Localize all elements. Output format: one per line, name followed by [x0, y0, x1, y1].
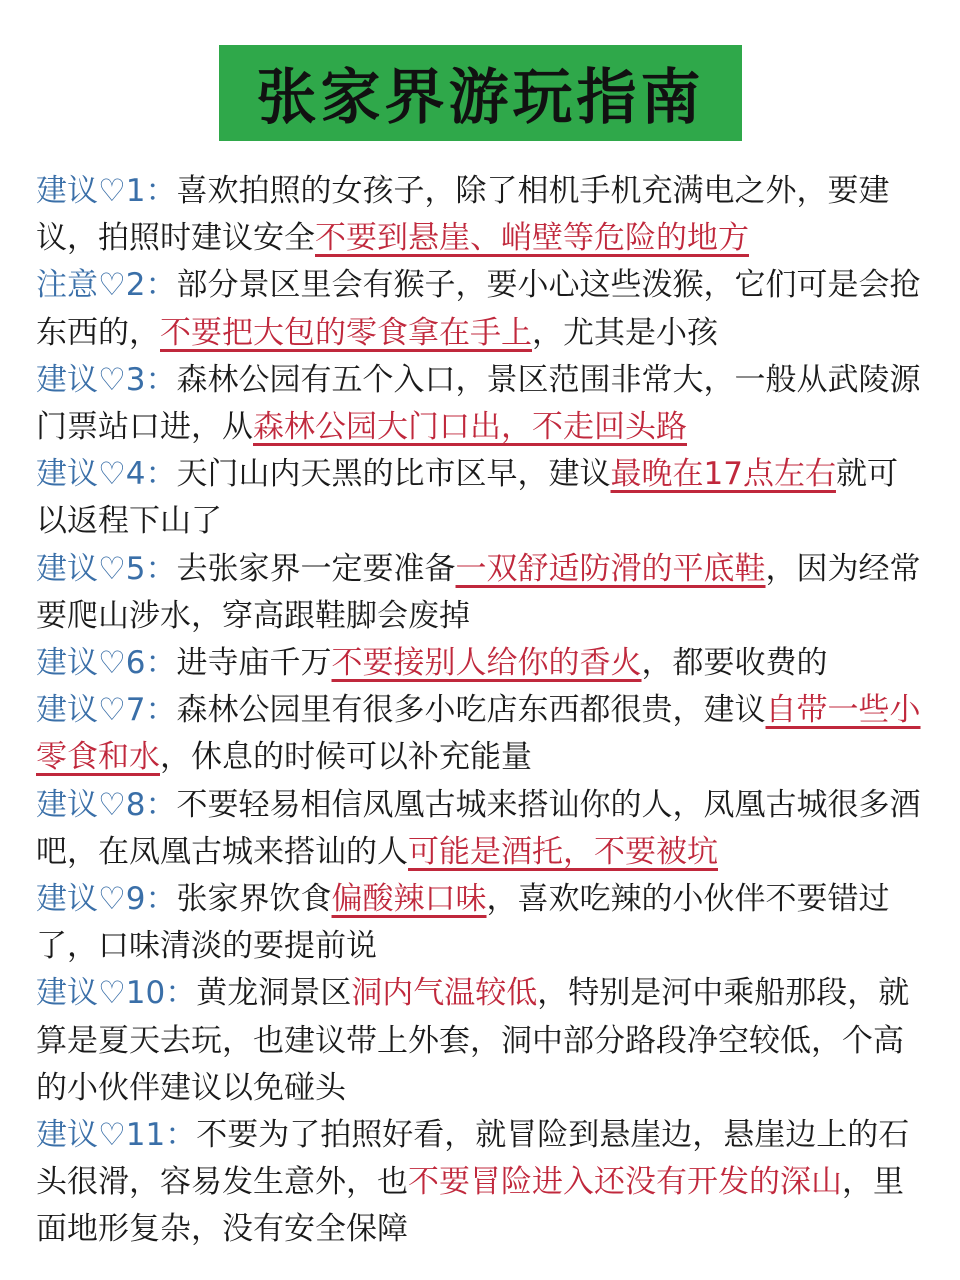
- tip-item: [36, 168, 928, 262]
- tip-highlight-underlined: 最晚在17点左右: [610, 456, 836, 493]
- tip-label: 建议♡5：: [36, 550, 177, 587]
- tip-text: ，特别是河中乘船那段，就算是夏天去玩，也建议带上外套，洞中部分路段净空较低，个高的小伙伴建议以免碰头: [36, 975, 910, 1106]
- tip-text: 黄龙洞景区: [196, 975, 352, 1012]
- tips-list: [36, 168, 928, 1254]
- tip-text: ，尤其是小孩: [532, 314, 718, 351]
- tip-item: [36, 782, 928, 876]
- tip-highlight-underlined: 森林公园大门口出，不走回头路: [253, 409, 687, 446]
- tip-text: 部分景区里会有猴子，要小心这些泼猴，它们可是会抢东西的，: [36, 267, 921, 351]
- tip-label: 建议♡1：: [36, 173, 177, 209]
- tip-label: 注意♡2：: [36, 267, 177, 304]
- tip-item: [36, 1112, 928, 1254]
- tip-highlight: 不要冒险进入还没有开发的深山: [408, 1164, 842, 1201]
- tip-highlight-underlined: 偏酸辣口味: [331, 881, 487, 918]
- tip-item: [36, 687, 928, 781]
- title-banner: [219, 45, 742, 141]
- tip-highlight-underlined: 自带一些小零食和水: [36, 692, 921, 776]
- tip-text: ，休息的时候可以补充能量: [160, 739, 532, 776]
- tip-highlight-underlined: 不要到悬崖、峭壁等危险的地方: [315, 220, 749, 257]
- page-title: 张家界游玩指南: [256, 63, 705, 133]
- tip-label: 建议♡6：: [36, 645, 177, 682]
- tip-label: 建议♡3：: [36, 361, 177, 398]
- tip-text: 不要轻易相信凤凰古城来搭讪你的人，凤凰古城很多酒吧，在凤凰古城来搭讪的人: [36, 786, 921, 870]
- tip-highlight-underlined: 不要把大包的零食拿在手上: [160, 314, 532, 351]
- tip-label: 建议♡7：: [36, 692, 177, 729]
- tip-item: [36, 640, 928, 687]
- tip-text: ，因为经常要爬山涉水，穿高跟鞋脚会废掉: [36, 550, 921, 634]
- tip-text: 喜欢拍照的女孩子，除了相机手机充满电之外，要建议，拍照时建议安全: [36, 173, 890, 257]
- tip-label: 建议♡8：: [36, 786, 177, 823]
- tip-text: 天门山内天黑的比市区早，建议: [176, 456, 611, 493]
- tip-text: 进寺庙千万: [176, 645, 332, 682]
- tip-text: 张家界饮食: [176, 881, 332, 918]
- tip-highlight-underlined: 可能是酒托，不要被坑: [408, 833, 718, 870]
- tip-highlight: 洞内气温较低: [351, 975, 538, 1012]
- tip-item: [36, 262, 928, 356]
- tip-highlight-underlined: 一双舒适防滑的平底鞋: [455, 550, 766, 587]
- tip-highlight-underlined: 不要接别人给你的香火: [331, 645, 642, 682]
- tip-text: 就可以返程下山了: [36, 456, 898, 540]
- tip-item: [36, 546, 928, 640]
- tip-item: [36, 357, 928, 451]
- tip-text: ，里面地形复杂，没有安全保障: [36, 1164, 904, 1248]
- tip-item: [36, 970, 928, 1112]
- tip-label: 建议♡10：: [36, 975, 197, 1012]
- tip-label: 建议♡9：: [36, 881, 177, 918]
- tip-text: 森林公园有五个入口，景区范围非常大，一般从武陵源门票站口进，从: [36, 361, 921, 446]
- tip-text: 森林公园里有很多小吃店东西都很贵，建议: [176, 692, 766, 729]
- tip-label: 建议♡4：: [36, 456, 177, 493]
- tip-item: [36, 876, 928, 970]
- tip-text: ，都要收费的: [641, 645, 828, 682]
- tip-label: 建议♡11：: [36, 1117, 197, 1154]
- tip-text: 去张家界一定要准备: [176, 550, 456, 587]
- tip-text: ，喜欢吃辣的小伙伴不要错过了，口味清淡的要提前说: [36, 881, 890, 965]
- tip-item: [36, 451, 928, 545]
- tip-text: 不要为了拍照好看，就冒险到悬崖边，悬崖边上的石头很滑，容易发生意外，也: [36, 1117, 910, 1201]
